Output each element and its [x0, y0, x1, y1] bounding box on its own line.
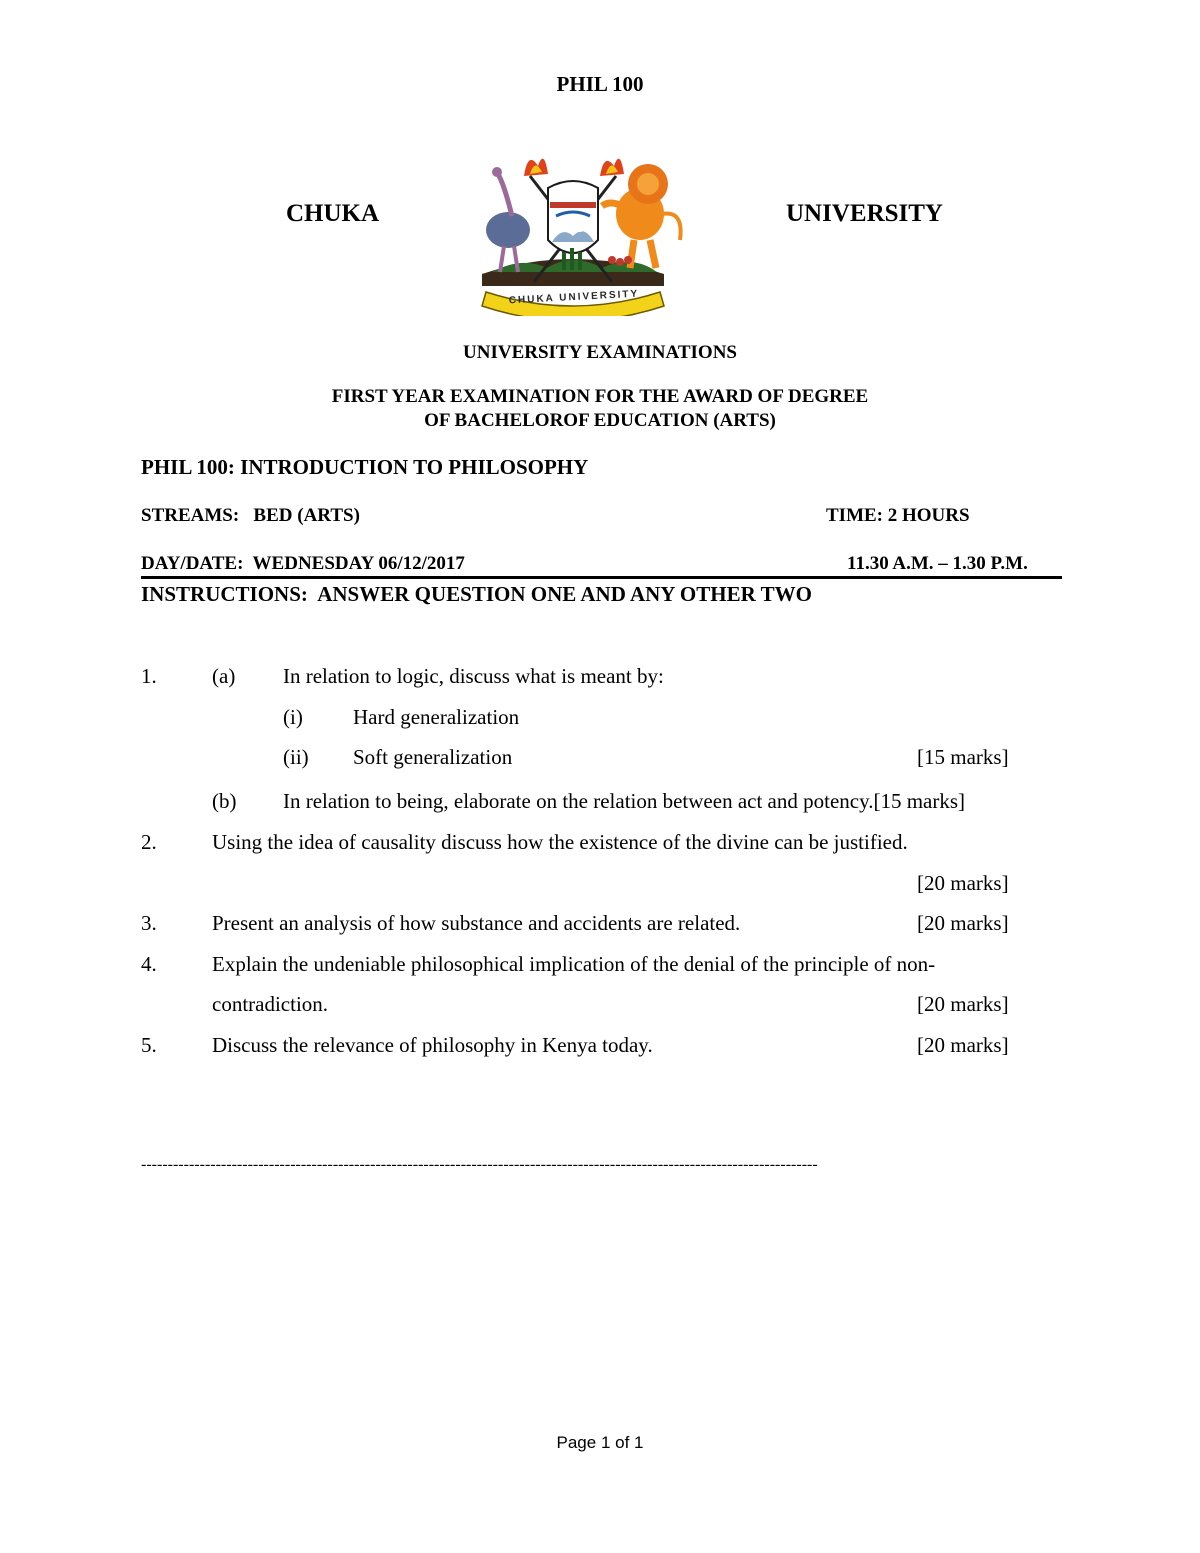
q1a-marks: [15 marks]: [917, 745, 1009, 769]
q2-text: Using the idea of causality discuss how the existence of the divine can be justified.: [212, 830, 908, 854]
q5-text: Discuss the relevance of philosophy in Kenya today.: [212, 1033, 653, 1057]
end-of-paper-line: -------------------------------------------------------------------------------------------------------------------------------: [141, 1156, 818, 1173]
time-range-label: 11.30 A.M. – 1.30 P.M.: [847, 553, 1028, 574]
q4-text-line1: Explain the undeniable philosophical implication of the denial of the principle of non-: [212, 952, 936, 976]
q2-marks: [20 marks]: [917, 871, 1009, 895]
day-date-label: DAY/DATE: WEDNESDAY 06/12/2017: [141, 553, 465, 574]
course-title: PHIL 100: INTRODUCTION TO PHILOSOPHY: [141, 455, 589, 479]
q3-text: Present an analysis of how substance and accidents are related.: [212, 911, 741, 935]
q4-number: 4.: [141, 952, 157, 976]
q3-number: 3.: [141, 911, 157, 935]
institution-name-left: CHUKA: [286, 200, 380, 227]
header-divider-rule: [141, 576, 1062, 579]
course-code-header: PHIL 100: [556, 72, 644, 96]
q4-marks: [20 marks]: [917, 992, 1009, 1016]
institution-name-right: UNIVERSITY: [786, 200, 943, 227]
university-crest-logo: [452, 144, 694, 316]
q5-number: 5.: [141, 1033, 157, 1057]
award-line-2: OF BACHELOROF EDUCATION (ARTS): [424, 410, 776, 431]
award-line-1: FIRST YEAR EXAMINATION FOR THE AWARD OF DEGREE: [331, 386, 869, 407]
q5-marks: [20 marks]: [917, 1033, 1009, 1057]
crest-ribbon-text: CHUKA UNIVERSITY: [508, 288, 640, 307]
q1a-ii-label: (ii): [283, 745, 309, 769]
q3-marks: [20 marks]: [917, 911, 1009, 935]
q1a-i-text: Hard generalization: [353, 705, 520, 729]
q1-number: 1.: [141, 664, 157, 688]
q2-number: 2.: [141, 830, 157, 854]
streams-label: STREAMS: BED (ARTS): [141, 505, 360, 526]
page-number-footer: Page 1 of 1: [556, 1433, 644, 1452]
q1a-ii-text: Soft generalization: [353, 745, 513, 769]
q1a-label: (a): [212, 664, 236, 688]
instructions-text: INSTRUCTIONS: ANSWER QUESTION ONE AND ANY OTHER TWO: [141, 582, 812, 606]
q4-text-line2: contradiction.: [212, 992, 329, 1016]
q1b-label: (b): [212, 789, 237, 813]
exam-title: UNIVERSITY EXAMINATIONS: [463, 342, 737, 363]
time-label: TIME: 2 HOURS: [826, 505, 970, 526]
q1a-i-label: (i): [283, 705, 303, 729]
q1a-text: In relation to logic, discuss what is meant by:: [283, 664, 664, 688]
q1b-text: In relation to being, elaborate on the relation between act and potency.[15 marks]: [283, 789, 966, 813]
